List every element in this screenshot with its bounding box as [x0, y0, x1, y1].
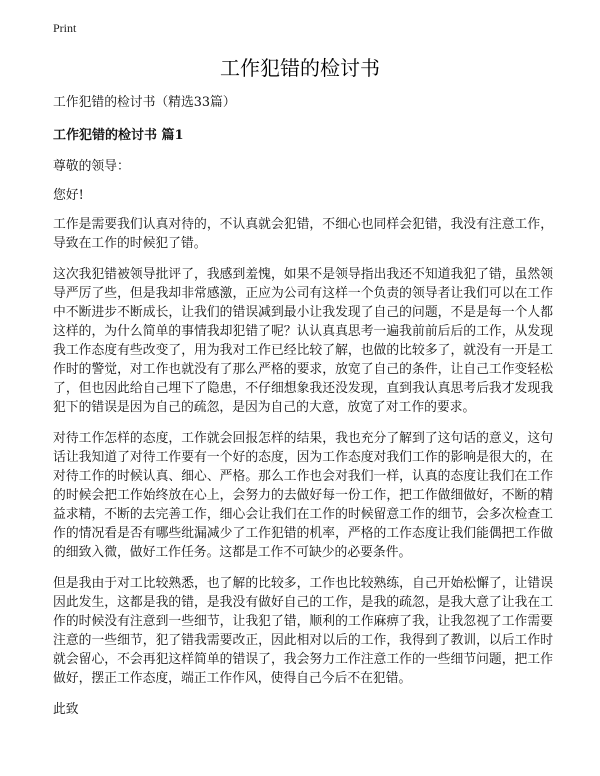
document-body	[53, 93, 553, 731]
paragraph-2: 这次我犯错被领导批评了，我感到羞愧，如果不是领导指出我还不知道我犯了错，虽然领导严厉了些，但是我却非常感激，正应为公司有这样一个负责的领导者让我们可以在工作中不断进步不断成长，让我们的错误减到最小让我发现了自己的问题，不是是每一个人都这样的，为什么简单的事情我却犯错了呢？认认真真思考一遍我前前后后的工作，从发现我工作态度有些改变了，用为我对工作已经比较了解，也做的比较多了，就没有一开是工作时的警觉，对工作也就没有了那么严格的要求，放宽了自己的条件，让自己工作变轻松了，但也因此给自己埋下了隐患，不仔细想象我还没发现，直到我认真思考后我才发现我犯下的错误是因为自己的疏忽，是因为自己的大意，放宽了对工作的要求。	[53, 267, 553, 415]
section-heading: 工作犯错的检讨书 篇1	[53, 128, 184, 143]
greeting: 您好!	[53, 188, 84, 203]
paragraph-3: 对待工作怎样的态度，工作就会回报怎样的结果，我也充分了解到了这句话的意义，这句话让我知道了对待工作要有一个好的态度，因为工作态度对我们工作的影响是很大的，在对待工作的时候认真、细心、严格。那么工作也会对我们一样，认真的态度让我们在工作的时候会把工作始终放在心上，会努力的去做好每一份工作，把工作做细做好，不断的精益求精，不断的去完善工作，细心会让我们在工作的时候留意工作的细节，会多次检查工作的情况看是否有哪些纰漏减少了工作犯错的机率，严格的工作态度让我们能偶把工作做的细致入微，做好工作任务。这都是工作不可缺少的必要条件。	[53, 431, 553, 560]
paragraph-1: 工作是需要我们认真对待的，不认真就会犯错，不细心也同样会犯错，我没有注意工作，导致在工作的时候犯了错。	[53, 217, 553, 251]
paragraph-4: 但是我由于对工比较熟悉，也了解的比较多，工作也比较熟练，自己开始松懈了，让错误因此发生，这都是我的错，是我没有做好自己的工作，是我的疏忽，是我大意了让我在工作的时候没有注意到一些细节，让我犯了错，顺利的工作麻痹了我，让我忽视了工作需要注意的一些细节，犯了错我需要改正，因此相对以后的工作，我得到了教训，以后工作时就会留心，不会再犯这样简单的错误了，我会努力工作注意工作的一些细节问题，把工作做好，摆正工作态度，端正工作作风，使得自己今后不在犯错。	[53, 576, 553, 686]
closing: 此致	[53, 702, 79, 717]
salutation: 尊敬的领导：	[53, 159, 130, 174]
document-subtitle: 工作犯错的检讨书（精选33篇）	[53, 95, 236, 110]
page-title: 工作犯错的检讨书	[220, 56, 380, 80]
print-link[interactable]: Print	[53, 21, 77, 35]
